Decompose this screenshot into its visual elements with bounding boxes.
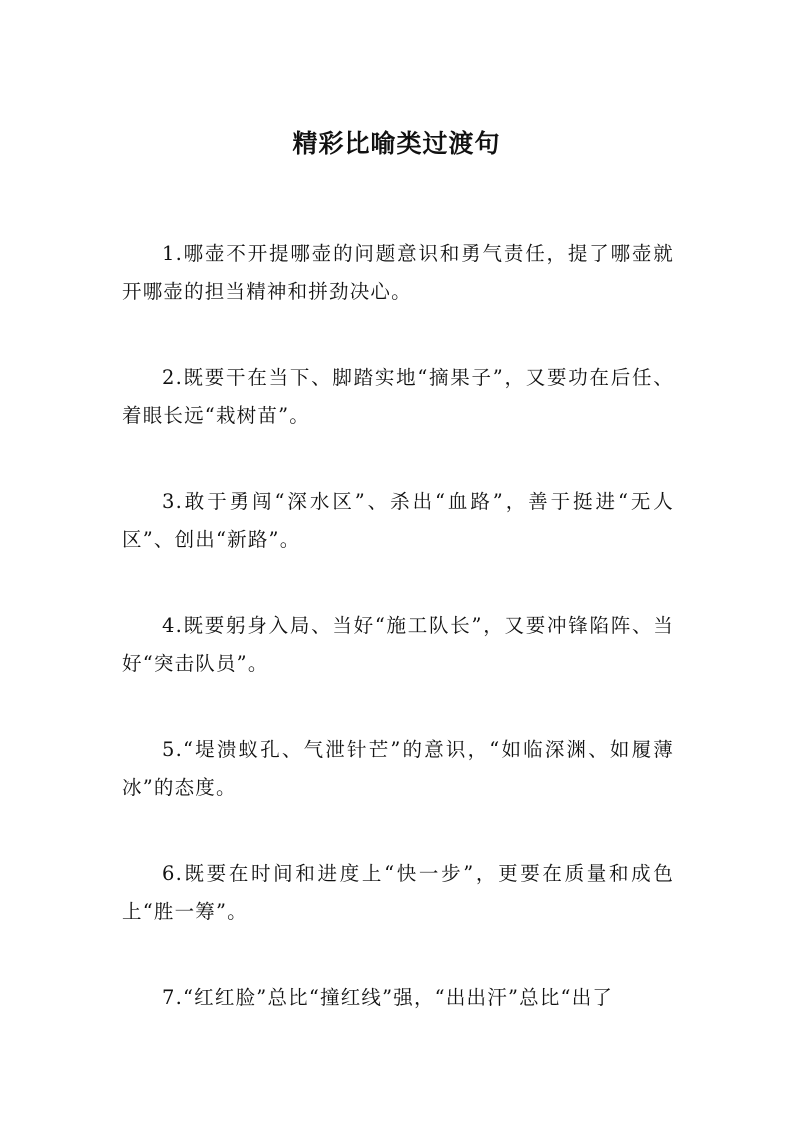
document-title: 精彩比喻类过渡句 [292,129,501,158]
paragraph-7: 7.“红红脸”总比“撞红线”强，“出出汗”总比“出了 [162,986,614,1009]
paragraph-6: 6.既要在时间和进度上“快一步”，更要在质量和成色上“胜一筹”。 [122,862,674,923]
paragraph-1: 1.哪壶不开提哪壶的问题意识和勇气责任，提了哪壶就开哪壶的担当精神和拼劲决心。 [122,242,674,303]
paragraph-3: 3.敢于勇闯“深水区”、杀出“血路”，善于挺进“无人区”、创出“新路”。 [122,490,674,551]
paragraph-2: 2.既要干在当下、脚踏实地“摘果子”，又要功在后任、着眼长远“栽树苗”。 [122,366,674,427]
paragraph-5: 5.“堤溃蚁孔、气泄针芒”的意识，“如临深渊、如履薄冰”的态度。 [122,738,674,799]
paragraph-4: 4.既要躬身入局、当好“施工队长”，又要冲锋陷阵、当好“突击队员”。 [122,614,674,675]
